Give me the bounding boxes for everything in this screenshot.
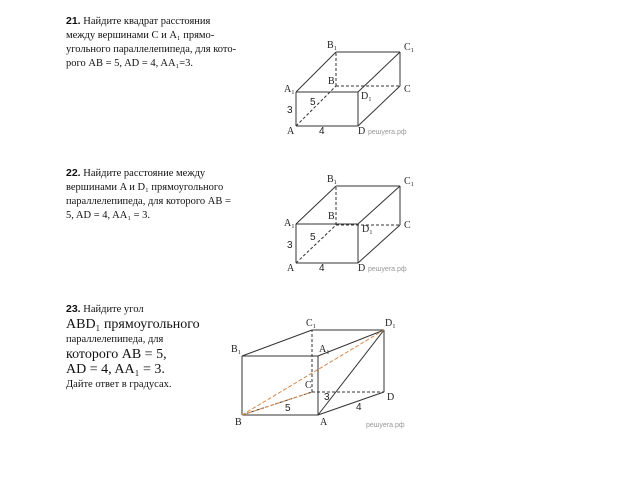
fig22-label-B: B [328,211,335,222]
fig23-label-A: A [320,417,328,428]
problem-23-line-3: параллелепипеда, для [66,334,164,345]
fig23-length-cc1: 3 [324,392,330,403]
fig21-label-B: B [328,76,335,87]
fig22-watermark: решуега.рф [368,266,407,273]
fig22-length-ad: 4 [319,263,325,274]
fig23-label-B1: B₁ [231,344,242,355]
problem-21-line-1: 21. Найдите квадрат расстояния [66,15,211,27]
fig23-label-C1: C₁ [306,318,317,329]
fig21-label-B1: B₁ [327,40,338,51]
fig22-label-C: C [404,220,411,231]
figure-21-parallelepiped [296,52,400,126]
fig22-label-D1: D₁ [362,224,373,235]
fig21-label-D: D [358,126,366,137]
problem-22-line-2: вершинами A и D₁ прямоугольного [66,182,224,193]
fig21-watermark: решуега.рф [368,129,407,136]
figure-22-parallelepiped [296,186,400,263]
problem-21-line-2: между вершинами C и A₁ прямо- [66,30,215,41]
problem-22-number: 22. [66,167,81,179]
problem-22-line-3: параллелепипеда, для которого AB = [66,196,231,207]
problem-23-line-5: AD = 4, AA₁ = 3. [66,362,165,377]
fig23-length-ab: 5 [285,403,291,414]
fig23-label-D1: D₁ [385,318,396,329]
fig23-label-A1: A₁ [319,344,330,355]
problem-23-line-1: 23. Найдите угол [66,303,144,315]
problem-23-line-6: Дайте ответ в градусах. [66,379,172,390]
figure-23-diagonals [242,330,384,415]
problem-21-line-4: рого AB = 5, AD = 4, AA₁=3. [66,58,193,69]
diagonal-bd1 [242,330,384,415]
fig23-label-C: C [305,380,312,391]
problem-23-line-4: которого AB = 5, [66,347,167,362]
fig21-length-ad: 4 [319,126,325,137]
fig23-length-ad: 4 [356,402,362,413]
fig22-label-C1: C₁ [404,176,415,187]
fig21-length-ab: 5 [310,97,316,108]
fig21-label-C1: C₁ [404,42,415,53]
fig21-length-aa1: 3 [287,105,293,116]
problem-22-line-1: 22. Найдите расстояние между [66,167,206,179]
fig22-length-aa1: 3 [287,240,293,251]
problem-21-number: 21. [66,15,81,27]
fig22-label-A1: A₁ [284,218,295,229]
fig22-label-D: D [358,263,366,274]
problem-23-line-2: ABD₁ прямоугольного [66,317,200,332]
problem-21-line-3: угольного параллелепипеда, для кото- [66,44,237,55]
fig23-label-B: B [235,417,242,428]
fig23-watermark: решуега.рф [366,422,405,429]
fig22-length-ab: 5 [310,232,316,243]
fig22-label-A: A [287,263,295,274]
fig21-label-C: C [404,84,411,95]
fig22-label-B1: B₁ [327,174,338,185]
fig21-label-A1: A₁ [284,84,295,95]
problem-23-number: 23. [66,303,81,315]
problem-22-line-4: 5, AD = 4, AA₁ = 3. [66,210,151,221]
fig21-label-D1: D₁ [361,91,372,102]
fig23-label-D: D [387,392,395,403]
fig21-label-A: A [287,126,295,137]
